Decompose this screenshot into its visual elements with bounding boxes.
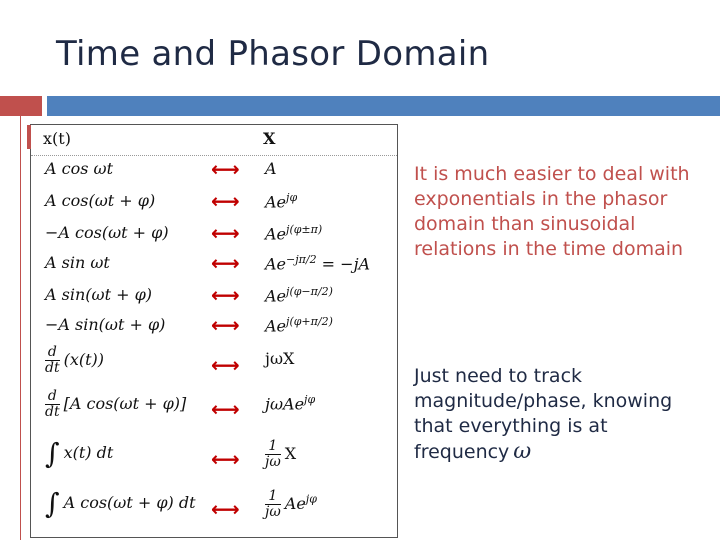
fraction-denominator: jω — [265, 454, 281, 470]
table-row — [31, 388, 397, 425]
phasor-expression — [265, 393, 315, 413]
phasor-exponent: jφ — [304, 393, 316, 406]
phasor-tail: = −jA — [316, 254, 371, 274]
header-time: x(t) — [43, 129, 71, 148]
double-arrow-icon: ⟷ — [211, 447, 240, 471]
title-accent-bar-red — [0, 96, 42, 116]
fraction-numerator: d — [45, 345, 60, 361]
phasor-text: Ae — [265, 316, 287, 336]
note-track-magnitude — [414, 364, 704, 465]
phasor-text: A — [265, 159, 277, 178]
time-expression — [45, 253, 110, 272]
time-text: −A sin(ωt + φ) — [45, 315, 166, 334]
note-track-text: Just need to track magnitude/phase, knowing that everything is at frequency — [414, 365, 673, 463]
time-expression — [45, 285, 152, 304]
phasor-expression — [265, 285, 333, 305]
phasor-expression — [265, 489, 317, 520]
phasor-exponent: jφ — [305, 492, 317, 506]
time-text: (x(t)) — [63, 350, 105, 369]
table-row — [31, 487, 397, 525]
time-text: x(t) dt — [63, 443, 114, 462]
table-row — [31, 253, 397, 285]
phasor-exponent: j(φ±π) — [286, 223, 323, 236]
double-arrow-icon: ⟷ — [211, 283, 240, 307]
double-arrow-icon: ⟷ — [211, 251, 240, 275]
table-row — [31, 191, 397, 223]
double-arrow-icon: ⟷ — [211, 157, 240, 181]
phasor-text: Ae — [265, 254, 287, 274]
time-expression — [45, 487, 196, 520]
omega-symbol: ω — [513, 439, 532, 464]
derivative-fraction — [45, 345, 60, 376]
double-arrow-icon: ⟷ — [211, 221, 240, 245]
time-text: A sin(ωt + φ) — [45, 285, 153, 304]
time-text: A cos(ωt + φ) — [45, 191, 156, 210]
fraction-denominator: dt — [45, 404, 60, 420]
time-expression — [45, 159, 113, 178]
double-arrow-icon: ⟷ — [211, 313, 240, 337]
table-row — [31, 159, 397, 191]
phasor-exponent: j(φ+π/2) — [286, 315, 333, 328]
header-phasor: X — [263, 129, 276, 148]
time-expression — [45, 315, 165, 334]
table-row — [31, 344, 397, 381]
time-expression — [45, 345, 104, 376]
time-expression — [45, 223, 169, 242]
phasor-text: Ae — [284, 494, 306, 513]
fraction-numerator: 1 — [265, 489, 281, 505]
table-row — [31, 437, 397, 475]
note-exponentials: It is much easier to deal with exponentials in the phasor domain than sinusoidal relations in the time domain — [414, 163, 690, 260]
title-accent-bar-blue — [47, 96, 720, 116]
phasor-text: X — [284, 444, 297, 463]
phasor-expression — [265, 191, 297, 211]
time-text: [A cos(ωt + φ)] — [63, 394, 187, 413]
double-arrow-icon: ⟷ — [211, 189, 240, 213]
time-expression — [45, 191, 155, 210]
phasor-text: jωAe — [265, 394, 305, 414]
phasor-exponent: jφ — [286, 191, 298, 204]
phasor-text: Ae — [265, 224, 287, 244]
inverse-fraction — [265, 489, 281, 520]
phasor-exponent: −jπ/2 — [286, 253, 317, 266]
phasor-exponent: j(φ−π/2) — [286, 285, 333, 298]
double-arrow-icon: ⟷ — [211, 497, 240, 521]
integral-sign: ∫ — [45, 437, 60, 470]
derivative-fraction — [45, 389, 60, 420]
time-text: A cos(ωt + φ) dt — [63, 493, 196, 512]
phasor-expression — [265, 223, 322, 243]
phasor-expression — [265, 439, 296, 470]
phasor-text: jωX — [265, 349, 295, 368]
phasor-text: Ae — [265, 192, 287, 212]
fraction-denominator: jω — [265, 504, 281, 520]
slide-title: Time and Phasor Domain — [56, 34, 490, 74]
fraction-numerator: d — [45, 389, 60, 405]
phasor-expression — [265, 315, 333, 335]
phasor-table — [30, 124, 398, 538]
phasor-expression — [265, 349, 294, 368]
time-text: A cos ωt — [45, 159, 114, 178]
time-text: −A cos(ωt + φ) — [45, 223, 169, 242]
header-divider — [31, 155, 397, 156]
integral-sign: ∫ — [45, 487, 60, 520]
phasor-expression — [265, 159, 277, 178]
time-expression — [45, 437, 113, 470]
double-arrow-icon: ⟷ — [211, 397, 240, 421]
table-row — [31, 315, 397, 347]
inverse-fraction — [265, 439, 281, 470]
phasor-text: Ae — [265, 286, 287, 306]
phasor-expression — [265, 253, 370, 273]
fraction-numerator: 1 — [265, 439, 281, 455]
time-text: A sin ωt — [45, 253, 110, 272]
fraction-denominator: dt — [45, 360, 60, 376]
double-arrow-icon: ⟷ — [211, 353, 240, 377]
time-expression — [45, 389, 186, 420]
left-margin-line — [20, 116, 21, 540]
